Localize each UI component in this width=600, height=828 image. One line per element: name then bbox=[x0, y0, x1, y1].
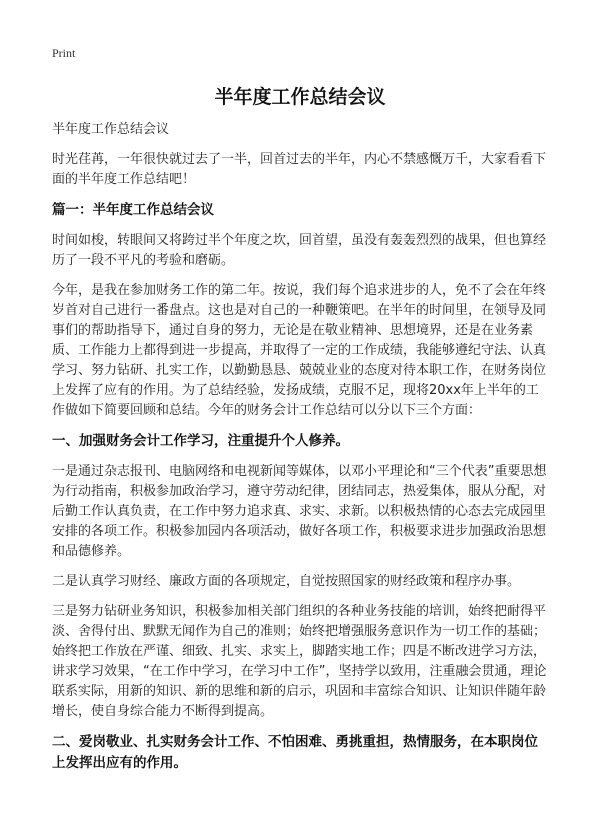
document-body bbox=[52, 120, 550, 774]
paragraph-4: 二是认真学习财经、廉政方面的各项规定，自觉按照国家的财经政策和程序办事。 bbox=[52, 574, 521, 589]
section-1-title: 篇一：半年度工作总结会议 bbox=[52, 202, 214, 218]
paragraph-3: 一是通过杂志报刊、电脑网络和电视新闻等媒体，以邓小平理论和“三个代表”重要思想为行动指南，积极参加政治学习，遵守劳动纪律，团结同志，热爱集体，服从分配，对后勤工作认真负责，在工作中努力追求真、求实、求新。以积极热情的心态去完成园里安排的各项工作。积极参加园内各项活动，做好各项工作，积极要求进步加强政治思想和品德修养。 bbox=[52, 464, 547, 559]
print-link[interactable]: Print bbox=[52, 46, 76, 60]
heading-1: 一、加强财务会计工作学习，注重提升个人修养。 bbox=[52, 433, 349, 449]
document-subtitle: 半年度工作总结会议 bbox=[52, 122, 170, 137]
paragraph-5: 三是努力钻研业务知识，积极参加相关部门组织的各种业务技能的培训，始终把耐得平淡、舍得付出、默默无闻作为自己的准则；始终把增强服务意识作为一切工作的基础；始终把工作放在严谨、细致、扎实、求实上，脚踏实地工作；四是不断改进学习方法，讲求学习效果，“在工作中学习，在学习中工作”，坚持学以致用，注重融会贯通，理论联系实际，用新的知识、新的思维和新的启示，巩固和丰富综合知识、让知识伴随年龄增长，使自身综合能力不断得到提高。 bbox=[52, 604, 547, 719]
paragraph-1: 时间如梭，转眼间又将跨过半个年度之坎，回首望，虽没有轰轰烈烈的战果，但也算经历了一段不平凡的考验和磨砺。 bbox=[52, 233, 547, 268]
document-title: 半年度工作总结会议 bbox=[214, 86, 386, 108]
paragraph-2: 今年，是我在参加财务工作的第二年。按说，我们每个追求进步的人，免不了会在年终岁首对自己进行一番盘点。这也是对自己的一种鞭策吧。在半年的时间里，在领导及同事们的帮助指导下，通过自身的努力，无论是在敬业精神、思想境界，还是在业务素质、工作能力上都得到进一步提高，并取得了一定的工作成绩，我能够遵纪守法、认真学习、努力钻研、扎实工作，以勤勤恳恳、兢兢业业的态度对待本职工作，在财务岗位上发挥了应有的作用。为了总结经验，发扬成绩，克服不足，现将20xx年上半年的工作做如下简要回顾和总结。今年的财务会计工作总结可以分以下三个方面： bbox=[52, 283, 547, 418]
heading-2: 二、爱岗敬业、扎实财务会计工作、不怕困难、勇挑重担，热情服务，在本职岗位上发挥出应有的作用。 bbox=[52, 734, 538, 771]
intro-paragraph: 时光荏苒，一年很快就过去了一半，回首过去的半年，内心不禁感慨万千，大家看看下面的半年度工作总结吧！ bbox=[52, 152, 547, 187]
